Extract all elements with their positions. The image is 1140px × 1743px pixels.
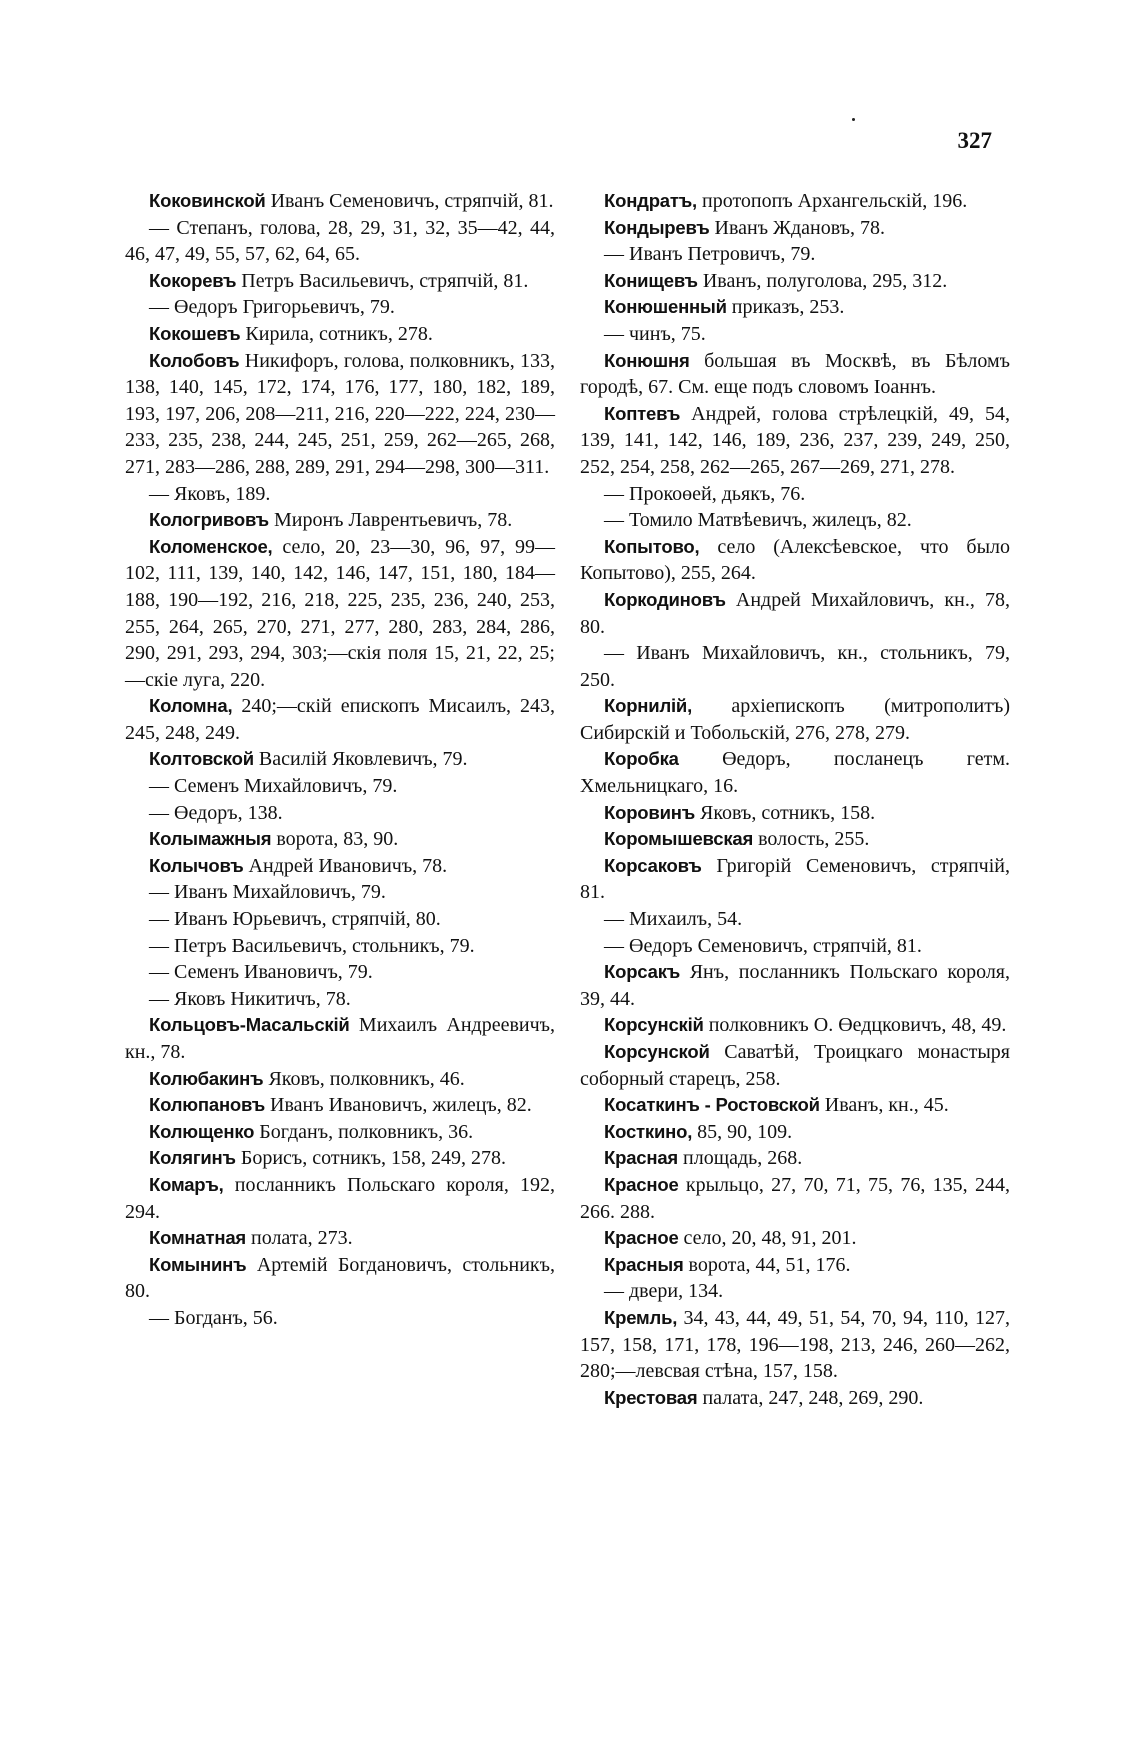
- entry-text: Иванъ Ждановъ, 78.: [709, 216, 886, 239]
- entry-text: Миронъ Лаврентьевичъ, 78.: [268, 509, 513, 532]
- entry-head: Колягинъ: [149, 1147, 236, 1169]
- entry-head: Конищевъ: [604, 269, 698, 291]
- entry-head: Красная: [604, 1147, 679, 1169]
- entry-head: Кондратъ,: [604, 190, 697, 211]
- entry-head: Корнилій,: [604, 695, 693, 717]
- index-entry: [580, 321, 1010, 348]
- index-entry: [125, 826, 555, 853]
- entry-text: — Прокоөей, дьякъ, 76.: [604, 482, 806, 505]
- index-entry: [580, 534, 1010, 587]
- entry-head: Кокошевъ: [149, 322, 241, 344]
- entry-head: Красное: [604, 1227, 679, 1249]
- index-entry: [125, 321, 555, 348]
- index-entry: [580, 1172, 1010, 1225]
- index-entry: [580, 1039, 1010, 1092]
- entry-text: — Михаилъ, 54.: [604, 908, 743, 931]
- entry-text: полата, 273.: [246, 1227, 353, 1250]
- index-entry: [125, 879, 555, 906]
- entry-head: Корсаковъ: [604, 854, 702, 876]
- entry-head: Колюбакинъ: [149, 1067, 264, 1089]
- entry-head: Корсунской: [604, 1041, 710, 1062]
- entry-text: Богданъ, полковникъ, 36.: [254, 1120, 474, 1143]
- index-entry: [580, 800, 1010, 827]
- index-entry: [125, 693, 555, 746]
- entry-head: Конюшня: [604, 349, 690, 371]
- index-entry: [125, 294, 555, 321]
- index-entry: [580, 1119, 1010, 1146]
- entry-text: Өедоръ, посланецъ гетм. Хмельницкаго, 16.: [580, 748, 1010, 798]
- entry-text: — Яковъ Никитичъ, 78.: [149, 987, 351, 1010]
- entry-head: Корсунскій: [604, 1014, 704, 1036]
- index-entry: [125, 188, 555, 215]
- entry-text: Михаилъ Андреевичъ, кн., 78.: [125, 1014, 555, 1063]
- entry-head: Колющенко: [149, 1120, 255, 1142]
- entry-head: Колычовъ: [149, 854, 244, 876]
- entry-text: — Иванъ Михайловичъ, 79.: [149, 881, 386, 904]
- entry-head: Коровинъ: [604, 801, 695, 823]
- entry-text: посланникъ Польскаго короля, 192, 294.: [125, 1173, 555, 1223]
- index-entry: [125, 1145, 555, 1172]
- index-entry: [125, 1252, 555, 1305]
- index-entry: [580, 640, 1010, 693]
- index-entry: [125, 215, 555, 268]
- entry-text: Яковъ, сотникъ, 158.: [695, 801, 876, 824]
- entry-text: Кирила, сотникъ, 278.: [240, 322, 433, 345]
- entry-head: Коркодиновъ: [604, 588, 726, 610]
- index-entry: [580, 507, 1010, 534]
- entry-head: Колюпановъ: [149, 1094, 266, 1116]
- entry-head: Крестовая: [604, 1386, 698, 1408]
- index-entry: [580, 587, 1010, 640]
- index-entry: [580, 746, 1010, 799]
- index-entry: [580, 1012, 1010, 1039]
- entry-text: Никифоръ, голова, полковникъ, 133, 138, 140, 145, 172, 174, 176, 177, 180, 182, 189, 193, 197, 206, 208—211, 216, 220—222, 224, 230—233, 235, 238, 244, 245, 251, 259, 262—265, 268, 271, 283—286, 288, 289, 291, 294—298, 300—311.: [125, 349, 555, 478]
- index-entry: [580, 348, 1010, 401]
- entry-head: Колобовъ: [149, 349, 240, 371]
- index-entry: [580, 1225, 1010, 1252]
- entry-text: 34, 43, 44, 49, 51, 54, 70, 94, 110, 127, 157, 158, 171, 178, 196—198, 213, 246, 260—262, 280;—левсвая стѣна, 157, 158.: [580, 1306, 1010, 1383]
- entry-text: — Богданъ, 56.: [149, 1306, 278, 1329]
- entry-head: Кокоревъ: [149, 269, 237, 291]
- index-entry: [580, 268, 1010, 295]
- entry-text: — Өедоръ Григорьевичъ, 79.: [149, 296, 395, 319]
- entry-head: Коломна,: [149, 695, 233, 717]
- index-entry: [125, 746, 555, 773]
- entry-text: ворота, 44, 51, 176.: [683, 1253, 851, 1276]
- index-entry: [125, 906, 555, 933]
- index-entry: [125, 773, 555, 800]
- entry-head: Конюшенный: [604, 296, 727, 318]
- index-entry: [125, 933, 555, 960]
- page-number: 327: [957, 128, 992, 153]
- index-entry: [125, 1119, 555, 1146]
- left-column: [125, 188, 555, 1332]
- index-entry: [125, 348, 555, 481]
- entry-text: ворота, 83, 90.: [271, 828, 399, 851]
- index-entry: [580, 853, 1010, 906]
- entry-head: Коромышевская: [604, 828, 754, 850]
- index-entry: [580, 188, 1010, 215]
- index-entry: [580, 1385, 1010, 1412]
- entry-text: Янъ, посланникъ Польскаго короля, 39, 44.: [580, 961, 1010, 1010]
- index-entry: [125, 986, 555, 1013]
- entry-head: Красныя: [604, 1253, 684, 1275]
- entry-head: Коломенское,: [149, 535, 273, 557]
- index-entry: [580, 959, 1010, 1012]
- entry-text: площадь, 268.: [678, 1147, 803, 1170]
- entry-text: — чинъ, 75.: [604, 322, 706, 345]
- index-entry: [580, 1278, 1010, 1305]
- index-entry: [125, 481, 555, 508]
- entry-head: Колымажныя: [149, 828, 272, 850]
- index-entry: [580, 1305, 1010, 1385]
- entry-text: — двери, 134.: [604, 1280, 724, 1303]
- entry-text: Петръ Васильевичъ, стряпчій, 81.: [236, 269, 529, 292]
- index-entry: [125, 853, 555, 880]
- index-entry: [580, 1252, 1010, 1279]
- index-entry: [580, 933, 1010, 960]
- entry-text: крыльцо, 27, 70, 71, 75, 76, 135, 244, 266. 288.: [580, 1173, 1010, 1223]
- index-entry: [580, 401, 1010, 481]
- index-entry: [580, 1145, 1010, 1172]
- entry-text: — Иванъ Юрьевичъ, стряпчій, 80.: [149, 908, 441, 931]
- index-entry: [580, 215, 1010, 242]
- entry-text: село, 20, 23—30, 96, 97, 99—102, 111, 139, 140, 142, 146, 147, 151, 180, 184—188, 190—192, 216, 218, 225, 235, 236, 240, 253, 255, 264, 265, 270, 271, 277, 280, 283, 284, 286, 290, 291, 293, 294, 303;—скія поля 15, 21, 22, 25;—скіе луга, 220.: [125, 535, 555, 691]
- entry-text: — Иванъ Петровичъ, 79.: [604, 243, 816, 266]
- entry-text: архіепископъ (митрополитъ) Сибирскій и Тобольскій, 276, 278, 279.: [580, 695, 1010, 744]
- entry-text: палата, 247, 248, 269, 290.: [697, 1386, 924, 1409]
- index-entry: [580, 1092, 1010, 1119]
- entry-text: Иванъ, кн., 45.: [819, 1094, 949, 1117]
- index-entry: [125, 1092, 555, 1119]
- entry-text: Артемій Богдановичъ, стольникъ, 80.: [125, 1253, 555, 1303]
- entry-text: — Томило Матвѣевичъ, жилецъ, 82.: [604, 509, 912, 532]
- entry-head: Коковинской: [149, 190, 266, 211]
- index-entry: [580, 241, 1010, 268]
- entry-text: — Өедоръ Семеновичъ, стряпчій, 81.: [604, 934, 922, 957]
- entry-text: протопопъ Архангельскій, 196.: [697, 190, 968, 212]
- entry-text: Андрей, голова стрѣлецкій, 49, 54, 139, 141, 142, 146, 189, 236, 237, 239, 249, 250, 252, 254, 258, 262—265, 267—269, 271, 278.: [580, 402, 1010, 478]
- index-entry: [580, 693, 1010, 746]
- index-entry: [125, 1225, 555, 1252]
- entry-text: Иванъ, полуголова, 295, 312.: [697, 269, 948, 292]
- entry-text: волость, 255.: [753, 828, 870, 851]
- index-entry: [125, 1012, 555, 1065]
- entry-head: Коптевъ: [604, 402, 681, 424]
- entry-text: — Петръ Васильевичъ, стольникъ, 79.: [149, 934, 475, 957]
- index-entry: [125, 1066, 555, 1093]
- entry-head: Корсакъ: [604, 961, 681, 983]
- index-entry: [125, 268, 555, 295]
- entry-head: Колтовской: [149, 748, 254, 770]
- entry-text: полковникъ О. Өедцковичъ, 48, 49.: [703, 1014, 1007, 1037]
- entry-text: 240;—скій епископъ Мисаилъ, 243, 245, 248, 249.: [125, 695, 555, 744]
- entry-head: Комаръ,: [149, 1173, 224, 1195]
- entry-head: Копытово,: [604, 535, 700, 557]
- entry-text: Борисъ, сотникъ, 158, 249, 278.: [235, 1147, 507, 1170]
- index-entry: [125, 534, 555, 694]
- entry-text: — Степанъ, голова, 28, 29, 31, 32, 35—42, 44, 46, 47, 49, 55, 57, 62, 64, 65.: [125, 216, 555, 266]
- entry-text: — Яковъ, 189.: [149, 482, 271, 505]
- entry-text: Яковъ, полковникъ, 46.: [263, 1067, 465, 1090]
- page-speck: [852, 118, 855, 121]
- right-column: [580, 188, 1010, 1411]
- entry-head: Кондыревъ: [604, 216, 710, 238]
- entry-text: — Өедоръ, 138.: [149, 801, 283, 824]
- index-entry: [580, 826, 1010, 853]
- entry-text: 85, 90, 109.: [692, 1120, 793, 1143]
- index-entry: [580, 481, 1010, 508]
- entry-text: — Семенъ Михайловичъ, 79.: [149, 775, 398, 798]
- entry-text: Григорій Семеновичъ, стряпчій, 81.: [580, 854, 1010, 904]
- index-entry: [125, 1172, 555, 1225]
- index-entry: [125, 507, 555, 534]
- entry-text: село, 20, 48, 91, 201.: [678, 1227, 857, 1250]
- index-entry: [580, 294, 1010, 321]
- entry-head: Косаткинъ - Ростовской: [604, 1094, 820, 1116]
- entry-head: Коробка: [604, 748, 679, 770]
- entry-text: — Семенъ Ивановичъ, 79.: [149, 961, 373, 984]
- entry-text: — Иванъ Михайловичъ, кн., стольникъ, 79, 250.: [580, 642, 1010, 691]
- index-entry: [125, 800, 555, 827]
- entry-text: приказъ, 253.: [726, 296, 845, 319]
- entry-text: Василій Яковлевичъ, 79.: [253, 748, 468, 771]
- entry-text: село (Алексѣевское, что было Копытово), 255, 264.: [580, 535, 1010, 585]
- entry-head: Красное: [604, 1173, 679, 1195]
- entry-head: Кремль,: [604, 1306, 678, 1328]
- entry-text: Иванъ Семеновичъ, стряпчій, 81.: [265, 190, 554, 212]
- index-entry: [580, 906, 1010, 933]
- entry-head: Комынинъ: [149, 1253, 247, 1275]
- entry-text: Саватѣй, Троицкаго монастыря соборный старецъ, 258.: [580, 1041, 1010, 1090]
- entry-head: Кольцовъ-Масальскій: [149, 1014, 350, 1036]
- entry-text: Андрей Михайловичъ, кн., 78, 80.: [580, 588, 1010, 638]
- entry-text: Андрей Ивановичъ, 78.: [243, 854, 448, 877]
- entry-head: Косткино,: [604, 1120, 693, 1142]
- entry-head: Кологривовъ: [149, 509, 269, 531]
- index-entry: [125, 959, 555, 986]
- entry-text: большая въ Москвѣ, въ Бѣломъ городѣ, 67. См. еще подъ словомъ Іоаннъ.: [580, 349, 1010, 399]
- entry-text: Иванъ Ивановичъ, жилецъ, 82.: [265, 1094, 532, 1117]
- index-entry: [125, 1305, 555, 1332]
- entry-head: Комнатная: [149, 1227, 247, 1249]
